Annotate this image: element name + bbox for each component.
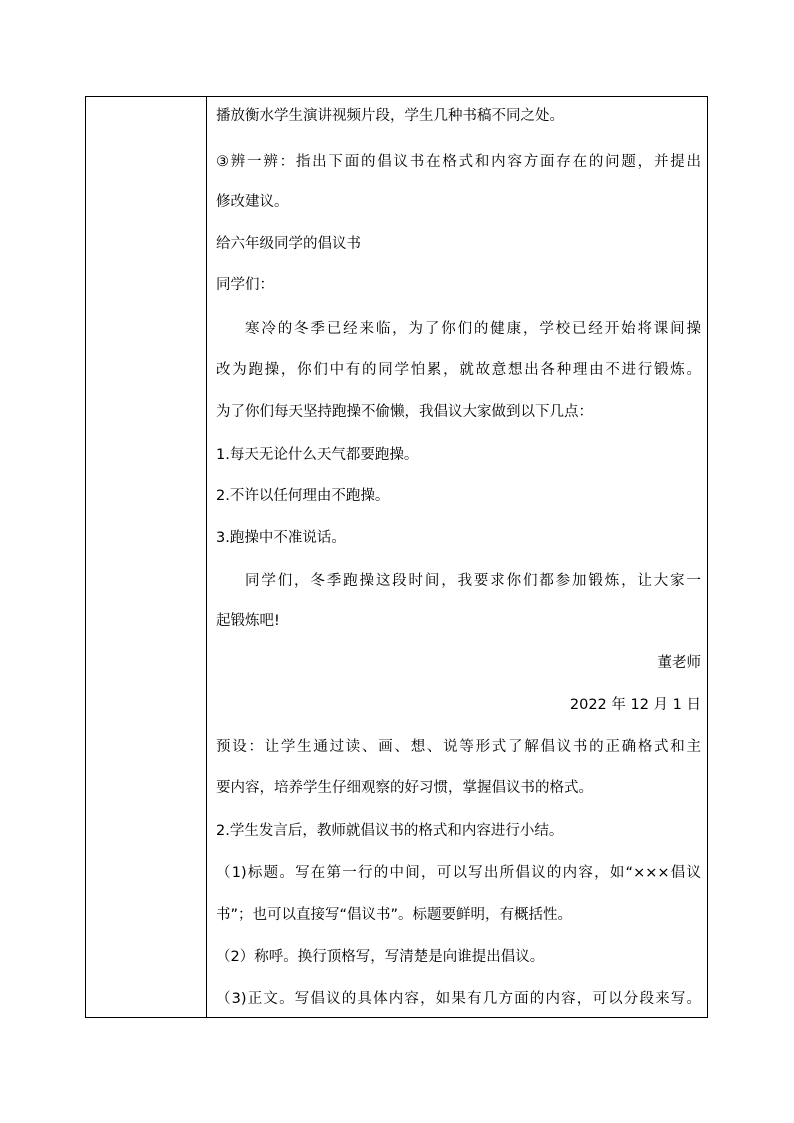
letter-closing-line-1: 同学们，冬季跑操这段时间，我要求你们都参加锻炼，让大家一	[245, 573, 701, 589]
letter-signature: 董老师	[657, 655, 701, 671]
letter-salutation: 同学们：	[216, 277, 274, 293]
summary-title-line-1: （1)标题。写在第一行的中间，可以写出所倡议的内容，如“×××倡议	[216, 865, 701, 881]
text-line-1: 播放衡水学生演讲视频片段，学生几种书稿不同之处。	[216, 108, 564, 124]
text-line-3: 修改建议。	[216, 194, 289, 210]
summary-heading: 2.学生发言后，教师就倡议书的格式和内容进行小结。	[216, 823, 564, 839]
text-line-2: ③辨一辨：指出下面的倡议书在格式和内容方面存在的问题，并提出	[216, 154, 701, 170]
letter-title: 给六年级同学的倡议书	[216, 236, 361, 252]
letter-date: 2022 年 12 月 1 日	[569, 697, 701, 713]
letter-body-line-1: 寒冷的冬季已经来临，为了你们的健康，学校已经开始将课间操	[245, 321, 701, 337]
summary-salutation: （2）称呼。换行顶格写，写清楚是向谁提出倡议。	[216, 949, 545, 965]
letter-point-2: 2.不许以任何理由不跑操。	[216, 488, 390, 504]
letter-point-3: 3.跑操中不准说话。	[216, 530, 346, 546]
summary-title-line-2: 书”；也可以直接写“倡议书”。标题要鲜明，有概括性。	[216, 907, 573, 923]
content-cell	[208, 97, 707, 1017]
preset-line-2: 要内容，培养学生仔细观察的好习惯，掌握倡议书的格式。	[216, 780, 593, 796]
letter-body-line-2: 改为跑操，你们中有的同学怕累，就故意想出各种理由不进行锻炼。	[216, 362, 701, 378]
letter-body-line-3: 为了你们每天坚持跑操不偷懒，我倡议大家做到以下几点：	[216, 404, 593, 420]
left-column-cell	[86, 97, 207, 1017]
lesson-plan-table	[85, 96, 708, 1018]
preset-line-1: 预设：让学生通过读、画、想、说等形式了解倡议书的正确格式和主	[216, 739, 701, 755]
letter-closing-line-2: 起锻炼吧!	[216, 613, 280, 629]
summary-body: （3)正文。写倡议的具体内容，如果有几方面的内容，可以分段来写。	[216, 991, 701, 1007]
letter-point-1: 1.每天无论什么天气都要跑操。	[216, 447, 419, 463]
